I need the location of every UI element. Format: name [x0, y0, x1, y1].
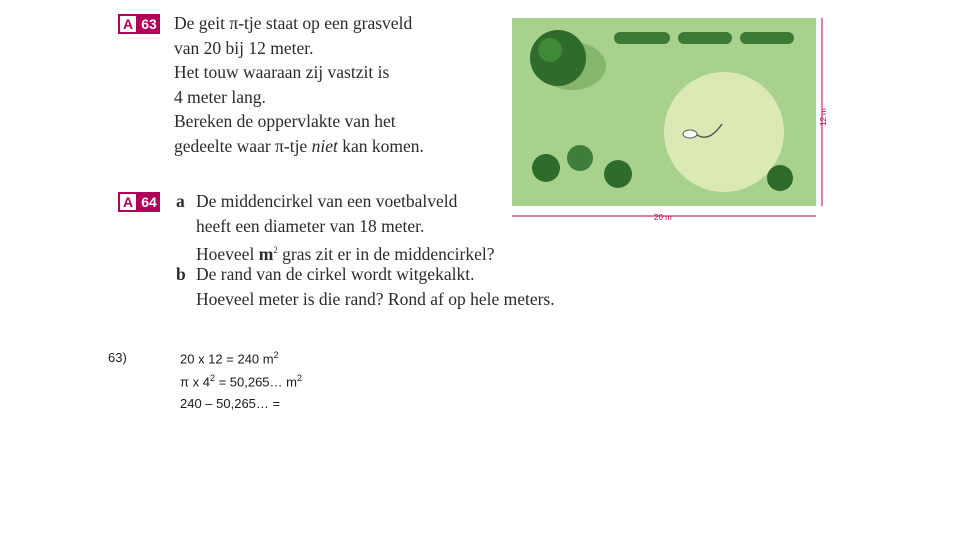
answer-line-1: [180, 350, 279, 366]
answer-line-3: 240 – 50,265… =: [180, 396, 281, 411]
part-b-label: b: [176, 264, 186, 284]
exercise-64-part-a: [196, 190, 494, 264]
text-line: De rand van de cirkel wordt witgekalkt.: [196, 264, 475, 284]
answer-text: = 50,265… m: [214, 374, 297, 390]
emphasis-text: niet: [311, 135, 338, 156]
text-line: [196, 239, 494, 264]
superscript: 2: [273, 350, 279, 360]
reachable-circle: [664, 72, 784, 192]
text-line: Hoeveel meter is die rand? Rond af op hele meters.: [196, 288, 555, 309]
field-svg: [510, 16, 836, 226]
answer-line-2: [180, 373, 302, 389]
part-a-label: a: [176, 191, 185, 211]
bush: [532, 154, 560, 182]
text-line: 4 meter lang.: [174, 86, 266, 107]
answer-text: 20 x 12 = 240 m: [180, 351, 274, 367]
hedge: [740, 32, 794, 44]
grass-field-illustration: [510, 16, 836, 226]
hedge: [614, 32, 670, 44]
text-line: heeft een diameter van 18 meter.: [196, 215, 425, 236]
unit-text: m: [258, 243, 274, 264]
badge-letter: A: [118, 14, 138, 34]
bush: [604, 160, 632, 188]
badge-letter: A: [118, 192, 138, 212]
text-line: [174, 135, 424, 160]
answer-text: π x 4: [180, 374, 210, 390]
superscript: 2: [209, 373, 215, 383]
text-span: gedeelte waar π-tje: [174, 135, 312, 156]
bush: [767, 165, 793, 191]
goat-icon: [683, 130, 697, 138]
text-span: gras zit er in de middencirkel?: [277, 243, 495, 264]
text-span: Hoeveel: [196, 243, 259, 264]
answer-label: 63): [108, 350, 127, 365]
height-label: 12 m: [819, 108, 828, 126]
text-line: De middencirkel van een voetbalveld: [196, 191, 458, 211]
badge-number: 64: [138, 192, 160, 212]
exercise-63-badge: [118, 14, 160, 34]
textbook-scan: [112, 6, 836, 316]
text-line: van 20 bij 12 meter.: [174, 37, 314, 58]
hedge: [678, 32, 732, 44]
superscript: 2: [296, 373, 302, 383]
badge-number: 63: [138, 14, 160, 34]
exercise-63-text: [174, 12, 424, 159]
text-line: Het touw waaraan zij vastzit is: [174, 62, 390, 82]
superscript: 2: [273, 245, 278, 255]
exercise-64-badge: [118, 192, 160, 212]
width-label: 20 m: [654, 213, 672, 222]
text-line: Bereken de oppervlakte van het: [174, 111, 396, 131]
exercise-64-part-b: [196, 263, 555, 312]
text-line: De geit π-tje staat op een grasveld: [174, 13, 413, 33]
tree-highlight: [538, 38, 562, 62]
text-span: kan komen.: [337, 135, 424, 156]
bush: [567, 145, 593, 171]
